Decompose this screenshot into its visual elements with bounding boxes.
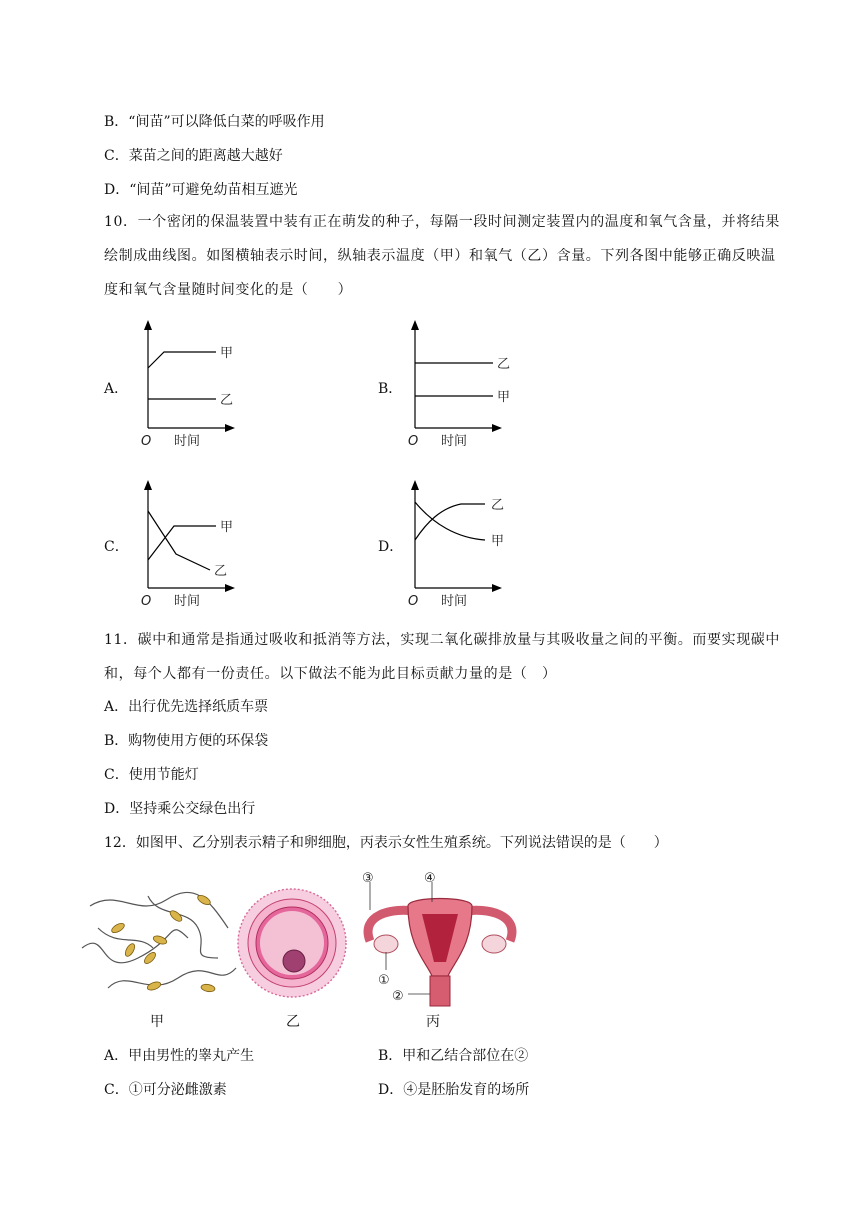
curve-jia [148, 526, 216, 560]
q11-option-d: D．坚持乘公交绿色出行 [104, 801, 256, 817]
q12-figure-label-bing: 丙 [426, 1014, 440, 1030]
q11-stem: 11．碳中和通常是指通过吸收和抵消等方法，实现二氧化碳排放量与其吸收量之间的平衡。而要实现碳中和，每个人都有一份责任。以下做法不能为此目标贡献力量的是（ ） [104, 632, 781, 682]
q12-option-d: D．④是胚胎发育的场所 [378, 1082, 530, 1098]
label-yi: 乙 [220, 393, 234, 408]
q10-option-b-letter: B． [378, 381, 403, 397]
q10-graph-b [405, 318, 525, 453]
curve-yi [415, 504, 485, 540]
q12-option-b: B．甲和乙结合部位在② [378, 1048, 529, 1064]
x-axis-arrow [225, 584, 235, 592]
q9-option-c: C．菜苗之间的距离越大越好 [104, 148, 283, 164]
q12-figure-label-yi: 乙 [286, 1014, 300, 1030]
q12-stem: 12．如图甲、乙分别表示精子和卵细胞，丙表示女性生殖系统。下列说法错误的是（ ） [104, 835, 668, 851]
marker-1: ① [378, 973, 390, 988]
x-axis-arrow [225, 424, 235, 432]
q12-option-a: A．甲由男性的睾丸产生 [104, 1048, 255, 1064]
q12-figure-egg [234, 884, 350, 1002]
curve-yi [148, 511, 210, 570]
xaxis-label: 时间 [174, 434, 201, 449]
q12-option-c: C．①可分泌雌激素 [104, 1082, 227, 1098]
q9-option-d: D．“间苗”可避免幼苗相互遮光 [104, 182, 298, 198]
y-axis-arrow [411, 320, 419, 330]
x-axis-arrow [492, 424, 502, 432]
label-yi: 乙 [497, 357, 511, 372]
q10-option-c-letter: C． [104, 539, 129, 555]
q12-figure-reproductive-system [350, 866, 530, 1012]
label-jia: 甲 [220, 520, 234, 535]
y-axis-arrow [144, 320, 152, 330]
q11-option-c: C．使用节能灯 [104, 767, 199, 783]
q10-graph-a [138, 318, 248, 453]
q11-option-a: A．出行优先选择纸质车票 [104, 699, 269, 715]
q10-graph-d [405, 478, 525, 613]
label-yi: 乙 [491, 498, 505, 513]
origin-label: O [141, 434, 152, 449]
curve-jia [148, 352, 216, 368]
marker-2: ② [392, 989, 404, 1004]
q10-option-a-letter: A． [104, 381, 129, 397]
xaxis-label: 时间 [441, 434, 468, 449]
label-jia: 甲 [491, 534, 505, 549]
x-axis-arrow [492, 584, 502, 592]
y-axis-arrow [411, 480, 419, 490]
marker-3: ③ [362, 871, 374, 886]
origin-label: O [141, 594, 152, 609]
origin-label: O [408, 594, 419, 609]
q10-option-d-letter: D． [378, 539, 404, 555]
label-yi: 乙 [214, 564, 228, 579]
y-axis-arrow [144, 480, 152, 490]
marker-4: ④ [424, 871, 436, 886]
q12-figure-sperm [78, 888, 238, 1003]
xaxis-label: 时间 [441, 594, 468, 609]
q12-figure-label-jia: 甲 [150, 1014, 164, 1030]
q9-option-b: B．“间苗”可以降低白菜的呼吸作用 [104, 114, 325, 130]
label-jia: 甲 [220, 346, 234, 361]
label-jia: 甲 [497, 390, 511, 405]
q10-stem: 10．一个密闭的保温装置中装有正在萌发的种子，每隔一段时间测定装置内的温度和氧气含量，并将结果绘制成曲线图。如图横轴表示时间，纵轴表示温度（甲）和氧气（乙）含量。下列各图中能够正确反映温度和氧气含量随时间变化的是（ ） [104, 214, 781, 298]
xaxis-label: 时间 [174, 594, 201, 609]
q11-option-b: B．购物使用方便的环保袋 [104, 733, 269, 749]
origin-label: O [408, 434, 419, 449]
q10-graph-c [138, 478, 248, 613]
